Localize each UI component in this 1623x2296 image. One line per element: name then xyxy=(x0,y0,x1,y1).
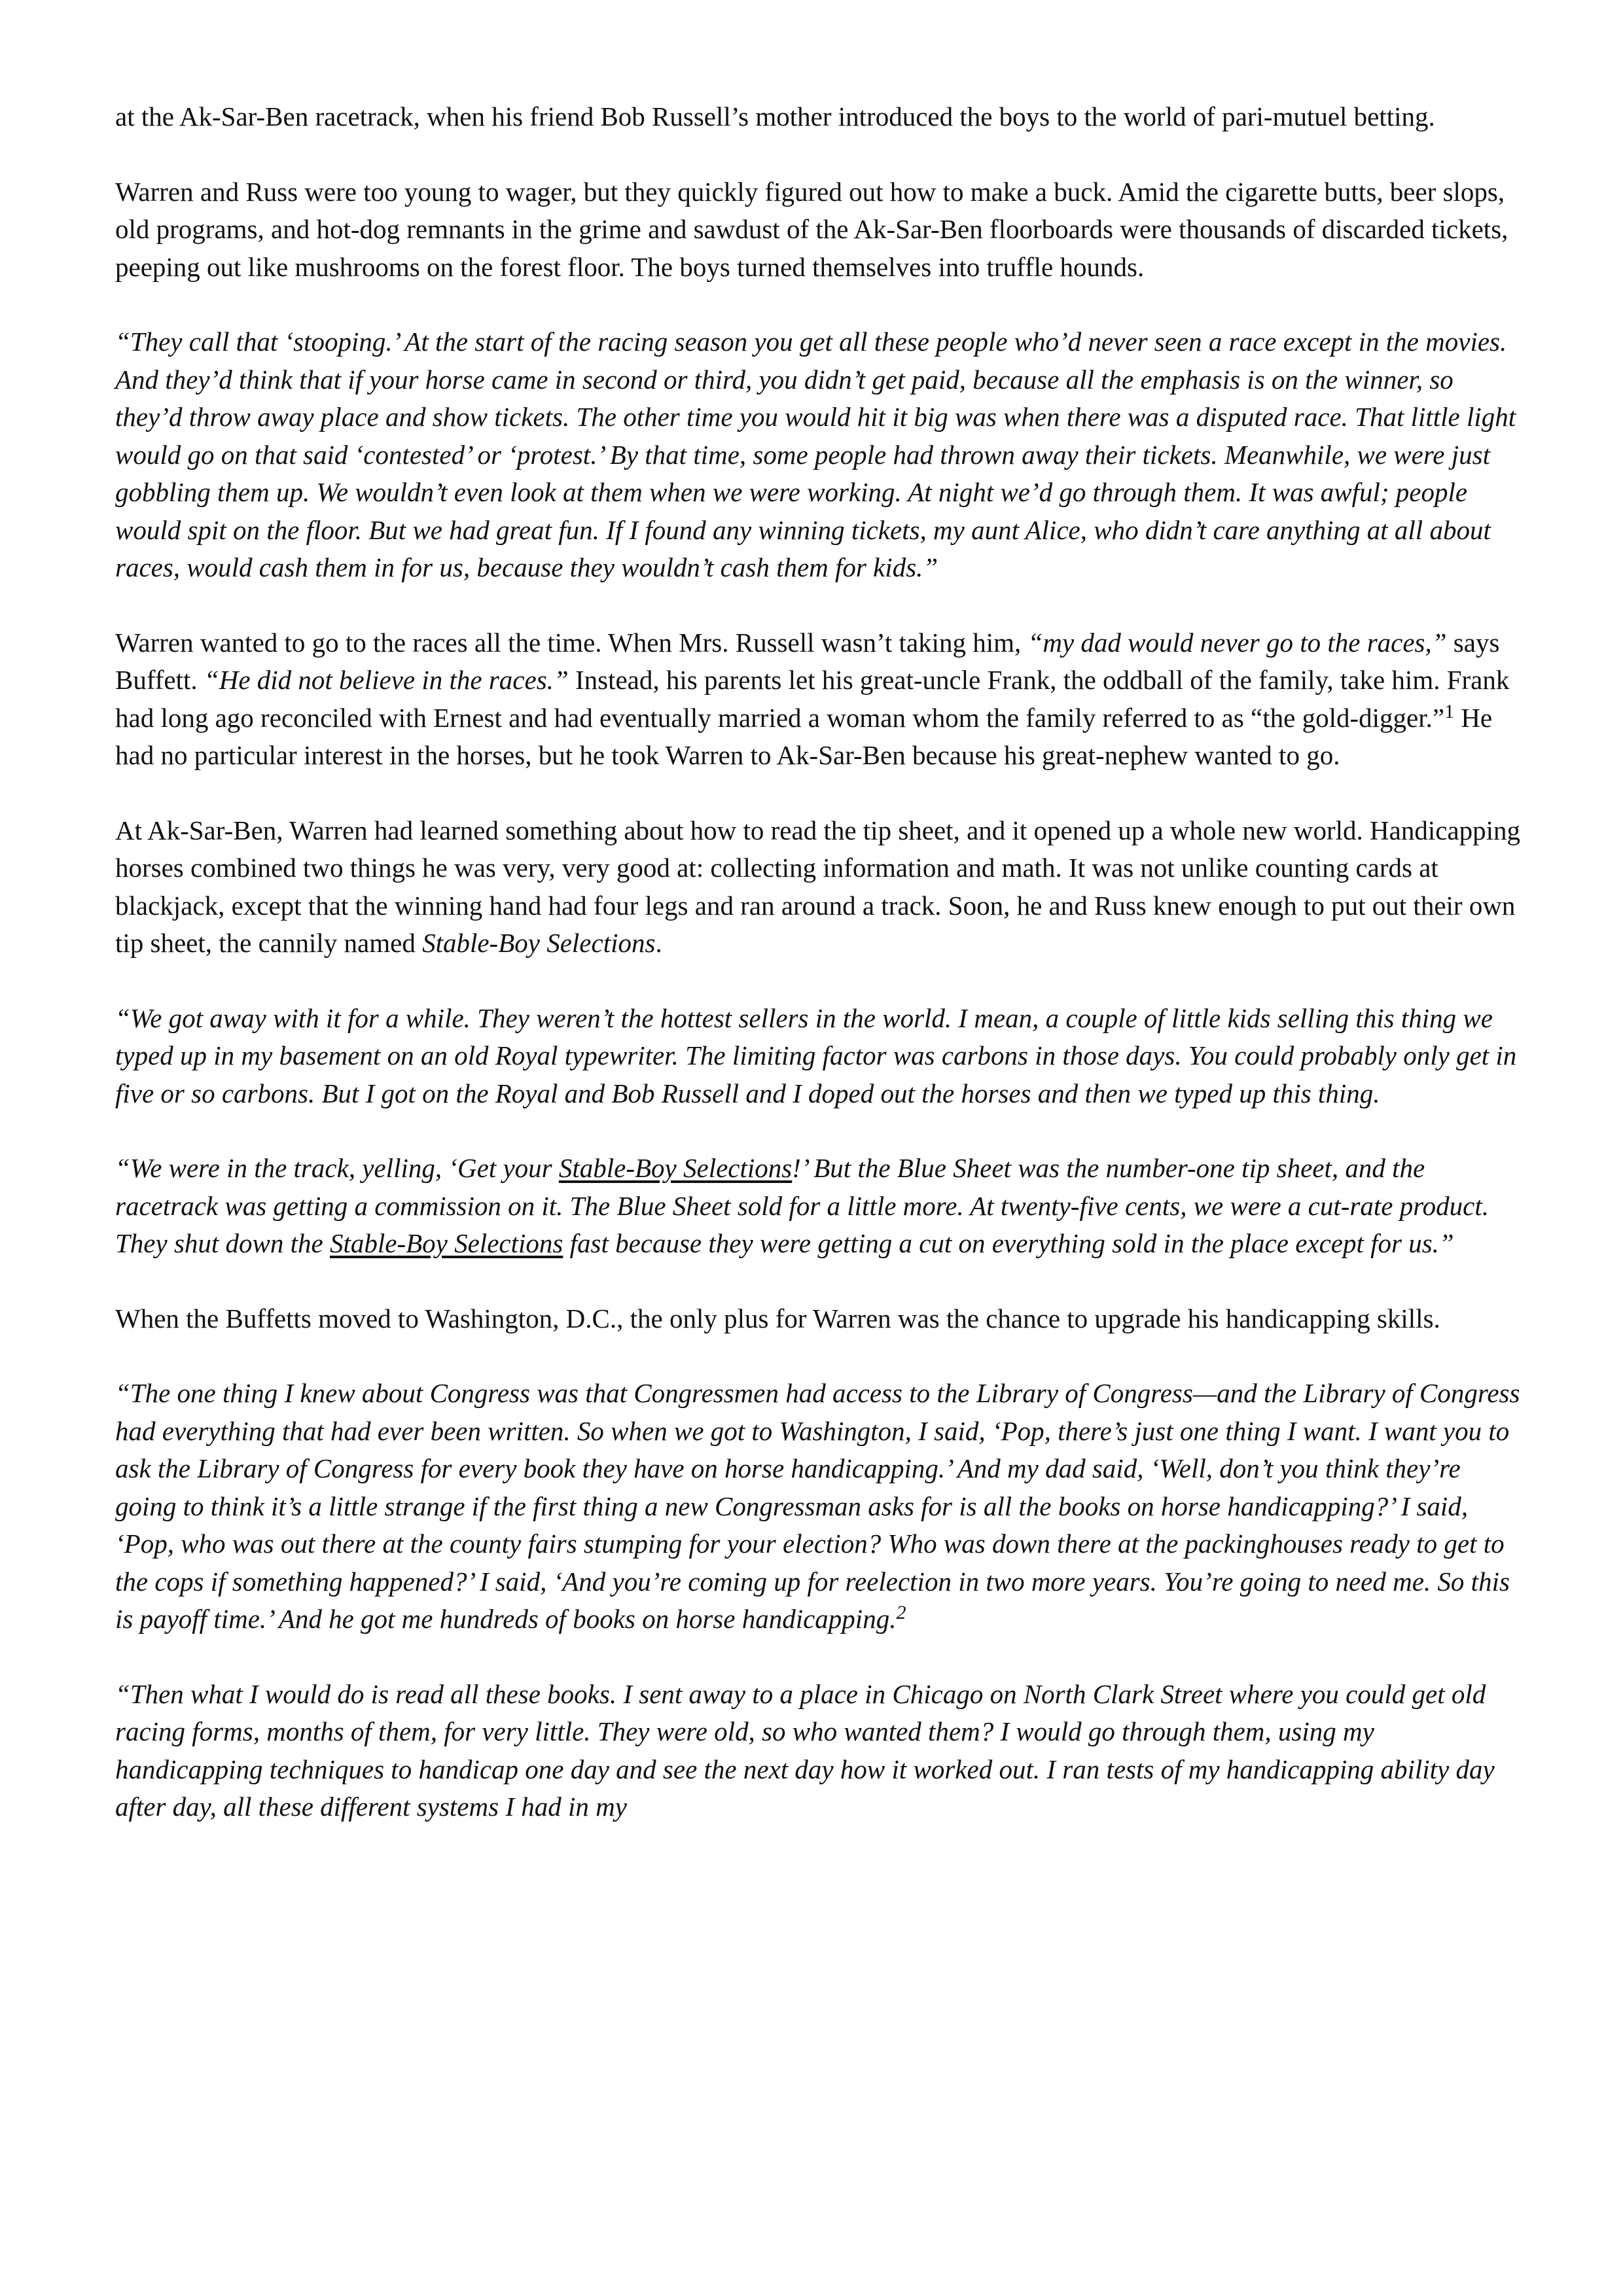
publication-title: Stable-Boy Selections xyxy=(422,928,656,958)
quote-stooping xyxy=(115,323,1522,587)
paragraph-truffle-hounds xyxy=(115,173,1522,287)
quote-text: “Then what I would do is read all these books. I sent away to a place in Chicago on North Clark Street where you could get old racing forms, months of them, for very little. They were old, so who wanted them? I would go through them, using my handicapping techniques to handicap one day and see the next day how it worked out. I ran tests of my handicapping ability day after day, all these different systems I had in my xyxy=(115,1678,1495,1822)
quote-library-of-congress xyxy=(115,1375,1522,1638)
paragraph-washington-move xyxy=(115,1300,1522,1338)
inline-quote: “He did not believe in the races.” xyxy=(204,665,569,695)
quote-text: “They call that ‘stooping.’ At the start of the racing season you get all these people who’d never seen a race except in the movies. And they’d think that if your horse came in second or third, you didn’t get paid, because all the emphasis is on the winner, so they’d throw away place and show tickets. The other time you would hit it big was when there was a disputed race. That little light would go on that said ‘contested’ or ‘protest.’ By that time, some people had thrown away their tickets. Meanwhile, we were just gobbling them up. We wouldn’t even look at them when we were working. At night we’d go through them. It was awful; people would spit on the floor. But we had great fun. If I found any winning tickets, my aunt Alice, who didn’t care anything at all about races, would cash them in for us, because they wouldn’t cash them for kids.” xyxy=(115,327,1516,582)
paragraph-text: He had no particular interest in the horses, but he took Warren to Ak-Sar-Ben because his great-nephew wanted to go. xyxy=(115,702,1493,770)
footnote-marker: 1 xyxy=(1444,700,1455,722)
paragraph-text: Warren wanted to go to the races all the time. When Mrs. Russell wasn’t taking him, xyxy=(115,627,1028,658)
quote-text: “The one thing I knew about Congress was that Congressmen had access to the Library of Congress—and the Library of Congress had everything that had ever been written. So when we got to Washington, I said, ‘Pop, there’s just one thing I want. I want you to ask the Library of Congress for every book they have on horse handicapping.’ And my dad said, ‘Well, don’t you think they’re going to think it’s a little strange if the first thing a new Congressman asks for is all the books on horse handicapping?’ I said, ‘Pop, who was out there at the county fairs stumping for your election? Who was down there at the packinghouses ready to get to the cops if something happened?’ I said, ‘And you’re coming up for reelection in two more years. You’re going to need me. So this is payoff time.’ And he got me hundreds of books on horse handicapping. xyxy=(115,1378,1520,1634)
paragraph-great-uncle-frank xyxy=(115,624,1522,775)
paragraph-text: at the Ak-Sar-Ben racetrack, when his friend Bob Russell’s mother introduced the boys to the world of pari-mutuel betting. xyxy=(115,101,1435,132)
quote-racing-forms xyxy=(115,1676,1522,1826)
footnote-marker: 2 xyxy=(896,1602,906,1623)
paragraph-text: Warren and Russ were too young to wager, but they quickly figured out how to make a buck. Amid the cigarette butts, beer slops, old programs, and hot-dog remnants in the grime and sawdust of the Ak-Sar-Ben floorboards were thousands of discarded tickets, peeping out like mushrooms on the forest floor. The boys turned themselves into truffle hounds. xyxy=(115,176,1508,282)
quote-text: “We were in the track, yelling, ‘Get your xyxy=(115,1153,559,1183)
quote-text: fast because they were getting a cut on everything sold in the place except for us.” xyxy=(563,1228,1454,1258)
paragraph-text: When the Buffetts moved to Washington, D.C., the only plus for Warren was the chance to upgrade his handicapping skills. xyxy=(115,1303,1440,1333)
paragraph-text: Instead, his parents let his great-uncle Frank, the oddball of the family, take him. Frank had long ago reconciled with Ernest and had eventually married a woman whom the family referred to as “the gold-digger.” xyxy=(115,665,1510,733)
paragraph-racetrack-intro xyxy=(115,98,1522,136)
paragraph-tip-sheet xyxy=(115,812,1522,963)
quote-text: !’ But the Blue Sheet was the number-one tip sheet, and the racetrack was getting a commission on it. The Blue Sheet sold for a little more. At twenty-five cents, we were a cut-rate product. They shut down the xyxy=(115,1153,1489,1258)
paragraph-text: At Ak-Sar-Ben, Warren had learned something about how to read the tip sheet, and it opened up a whole new world. Handicapping horses combined two things he was very, very good at: collecting information and math. It was not unlike counting cards at blackjack, except that the winning hand had four legs and ran around a track. Soon, he and Russ knew enough to put out their own tip sheet, the cannily named xyxy=(115,815,1521,958)
quote-typewriter xyxy=(115,1000,1522,1113)
paragraph-text: says Buffett. xyxy=(115,627,1500,695)
publication-title-underlined: Stable-Boy Selections xyxy=(329,1228,563,1258)
quote-text: “We got away with it for a while. They weren’t the hottest sellers in the world. I mean, a couple of little kids selling this thing we typed up in my basement on an old Royal typewriter. The limiting factor was carbons in those days. You could probably only get in five or so carbons. But I got on the Royal and Bob Russell and I doped out the horses and then we typed up this thing. xyxy=(115,1002,1517,1108)
inline-quote: “my dad would never go to the races,” xyxy=(1027,627,1447,658)
publication-title-underlined: Stable-Boy Selections xyxy=(558,1153,793,1183)
quote-blue-sheet xyxy=(115,1150,1522,1263)
paragraph-text: . xyxy=(655,928,662,958)
document-page xyxy=(115,98,1522,1826)
